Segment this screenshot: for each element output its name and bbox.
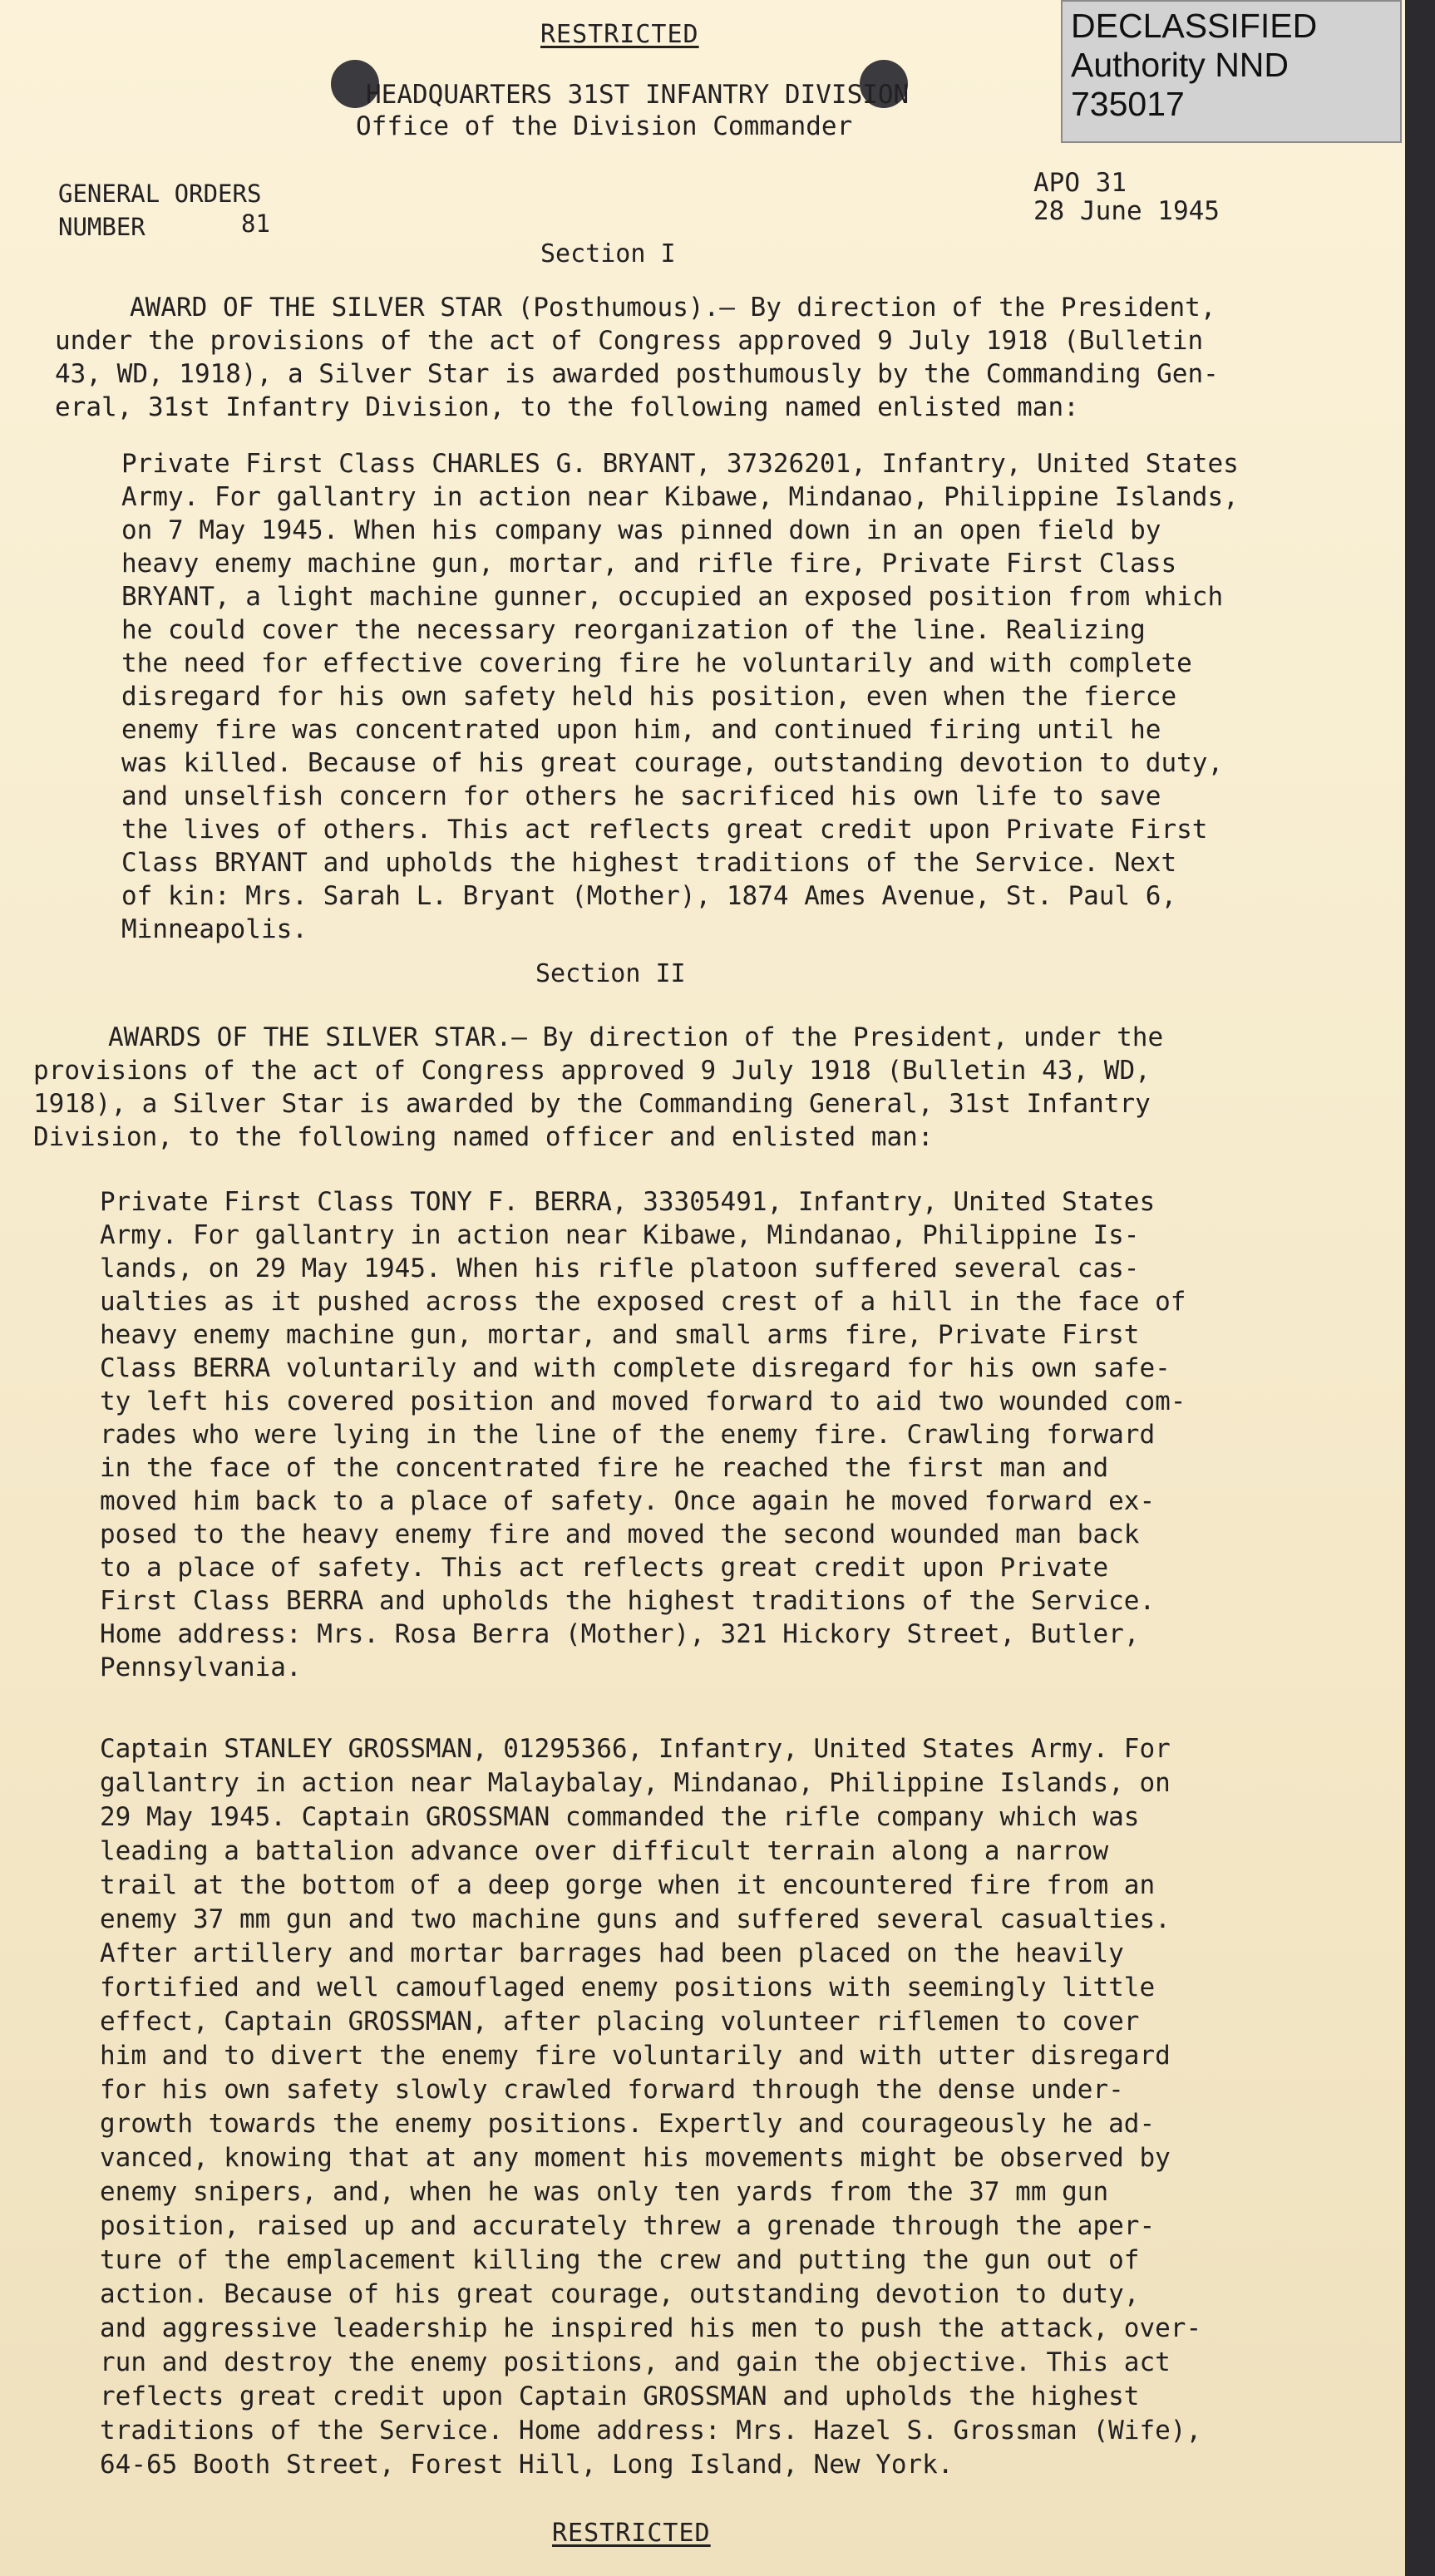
- text-line: Division, to the following named officer and enlisted man:: [33, 1122, 934, 1152]
- text-line: 43, WD, 1918), a Silver Star is awarded posthumously by the Commanding Gen-: [55, 359, 1219, 389]
- text-line: Pennsylvania.: [100, 1652, 302, 1682]
- text-line: and aggressive leadership he inspired his men to push the attack, over-: [100, 2313, 1202, 2343]
- text-line: Captain STANLEY GROSSMAN, 01295366, Infantry, United States Army. For: [100, 1734, 1171, 1764]
- stamp-line-3: 735017: [1071, 85, 1185, 123]
- text-line: Class BRYANT and upholds the highest traditions of the Service. Next: [121, 848, 1177, 878]
- text-line: and unselfish concern for others he sacrificed his own life to save: [121, 781, 1161, 811]
- section-1-title: Section I: [540, 239, 676, 268]
- text-line: gallantry in action near Malaybalay, Mindanao, Philippine Islands, on: [100, 1768, 1171, 1798]
- text-line: ualties as it pushed across the exposed crest of a hill in the face of: [100, 1287, 1186, 1317]
- text-line: growth towards the enemy positions. Expertly and courageously he ad-: [100, 2109, 1156, 2139]
- text-line: disregard for his own safety held his position, even when the fierce: [121, 682, 1177, 712]
- text-line: AWARDS OF THE SILVER STAR.— By direction of the President, under the: [108, 1022, 1164, 1052]
- text-line: 29 May 1945. Captain GROSSMAN commanded the rifle company which was: [100, 1802, 1140, 1832]
- text-line: eral, 31st Infantry Division, to the following named enlisted man:: [55, 392, 1079, 422]
- text-line: enemy snipers, and, when he was only ten yards from the 37 mm gun: [100, 2177, 1109, 2207]
- text-line: Home address: Mrs. Rosa Berra (Mother), 321 Hickory Street, Butler,: [100, 1619, 1140, 1649]
- text-line: After artillery and mortar barrages had been placed on the heavily: [100, 1938, 1124, 1968]
- text-line: enemy fire was concentrated upon him, and continued firing until he: [121, 715, 1161, 745]
- citation-grossman: [100, 1732, 1201, 2482]
- text-line: 64-65 Booth Street, Forest Hill, Long Island, New York.: [100, 2450, 954, 2480]
- text-line: he could cover the necessary reorganization of the line. Realizing: [121, 615, 1146, 645]
- order-number: 81: [241, 209, 270, 238]
- text-line: was killed. Because of his great courage, outstanding devotion to duty,: [121, 748, 1224, 778]
- text-line: heavy enemy machine gun, mortar, and rifle fire, Private First Class: [121, 549, 1177, 579]
- stamp-line-1: DECLASSIFIED: [1071, 7, 1318, 45]
- text-line: fortified and well camouflaged enemy positions with seemingly little: [100, 1973, 1156, 2002]
- text-line: of kin: Mrs. Sarah L. Bryant (Mother), 1874 Ames Avenue, St. Paul 6,: [121, 881, 1177, 911]
- text-line: Army. For gallantry in action near Kibawe, Mindanao, Philippine Islands,: [121, 482, 1239, 512]
- apo-line: APO 31: [1033, 168, 1127, 198]
- text-line: position, raised up and accurately threw a grenade through the aper-: [100, 2211, 1156, 2241]
- text-line: him and to divert the enemy fire voluntarily and with utter disregard: [100, 2041, 1171, 2071]
- text-line: BRYANT, a light machine gunner, occupied an exposed position from which: [121, 582, 1224, 612]
- classification-bottom: RESTRICTED: [552, 2519, 711, 2548]
- text-line: Private First Class TONY F. BERRA, 33305491, Infantry, United States: [100, 1187, 1156, 1217]
- general-orders-label: GENERAL ORDERS: [58, 180, 262, 208]
- text-line: ty left his covered position and moved forward to aid two wounded com-: [100, 1387, 1186, 1416]
- text-line: the lives of others. This act reflects great credit upon Private First: [121, 815, 1208, 845]
- text-line: trail at the bottom of a deep gorge when it encountered fire from an: [100, 1870, 1156, 1900]
- text-line: action. Because of his great courage, outstanding devotion to duty,: [100, 2279, 1140, 2309]
- text-line: Private First Class CHARLES G. BRYANT, 37326201, Infantry, United States: [121, 449, 1239, 479]
- text-line: on 7 May 1945. When his company was pinned down in an open field by: [121, 515, 1161, 545]
- citation-bryant: [121, 447, 1239, 946]
- text-line: posed to the heavy enemy fire and moved the second wounded man back: [100, 1519, 1140, 1549]
- text-line: First Class BERRA and upholds the highest traditions of the Service.: [100, 1586, 1156, 1616]
- text-line: 1918), a Silver Star is awarded by the Commanding General, 31st Infantry: [33, 1089, 1151, 1119]
- text-line: for his own safety slowly crawled forward through the dense under-: [100, 2075, 1124, 2105]
- section-2-intro: [33, 1021, 1163, 1154]
- stamp-line-2: Authority NND: [1071, 46, 1290, 84]
- text-line: heavy enemy machine gun, mortar, and small arms fire, Private First: [100, 1320, 1140, 1350]
- text-line: lands, on 29 May 1945. When his rifle platoon suffered several cas-: [100, 1254, 1140, 1283]
- text-line: provisions of the act of Congress approved 9 July 1918 (Bulletin 43, WD,: [33, 1056, 1151, 1086]
- text-line: vanced, knowing that at any moment his movements might be observed by: [100, 2143, 1171, 2173]
- text-line: enemy 37 mm gun and two machine guns and suffered several casualties.: [100, 1904, 1171, 1934]
- section-2-title: Section II: [535, 959, 686, 988]
- section-1-intro: [55, 291, 1219, 424]
- order-number-label: NUMBER: [58, 213, 145, 241]
- text-line: ture of the emplacement killing the crew and putting the gun out of: [100, 2245, 1140, 2275]
- headquarters-line: HEADQUARTERS 31ST INFANTRY DIVISION: [366, 80, 910, 110]
- text-line: reflects great credit upon Captain GROSSMAN and upholds the highest: [100, 2381, 1140, 2411]
- text-line: Class BERRA voluntarily and with complete disregard for his own safe-: [100, 1353, 1171, 1383]
- text-line: leading a battalion advance over difficult terrain along a narrow: [100, 1836, 1109, 1866]
- text-line: effect, Captain GROSSMAN, after placing volunteer riflemen to cover: [100, 2007, 1140, 2037]
- text-line: the need for effective covering fire he voluntarily and with complete: [121, 648, 1192, 678]
- text-line: Army. For gallantry in action near Kibawe, Mindanao, Philippine Is-: [100, 1220, 1140, 1250]
- citation-berra: [100, 1185, 1186, 1684]
- order-date: 28 June 1945: [1033, 196, 1220, 226]
- text-line: run and destroy the enemy positions, and gain the objective. This act: [100, 2347, 1171, 2377]
- text-line: Minneapolis.: [121, 914, 308, 944]
- classification-top: RESTRICTED: [540, 20, 699, 49]
- office-line: Office of the Division Commander: [356, 111, 853, 141]
- text-line: under the provisions of the act of Congress approved 9 July 1918 (Bulletin: [55, 326, 1204, 356]
- text-line: in the face of the concentrated fire he reached the first man and: [100, 1453, 1109, 1483]
- declassified-stamp: [1061, 0, 1402, 143]
- text-line: to a place of safety. This act reflects great credit upon Private: [100, 1553, 1109, 1583]
- text-line: AWARD OF THE SILVER STAR (Posthumous).— By direction of the President,: [130, 293, 1216, 323]
- text-line: rades who were lying in the line of the enemy fire. Crawling forward: [100, 1420, 1156, 1450]
- text-line: traditions of the Service. Home address: Mrs. Hazel S. Grossman (Wife),: [100, 2416, 1202, 2445]
- text-line: moved him back to a place of safety. Once again he moved forward ex-: [100, 1486, 1156, 1516]
